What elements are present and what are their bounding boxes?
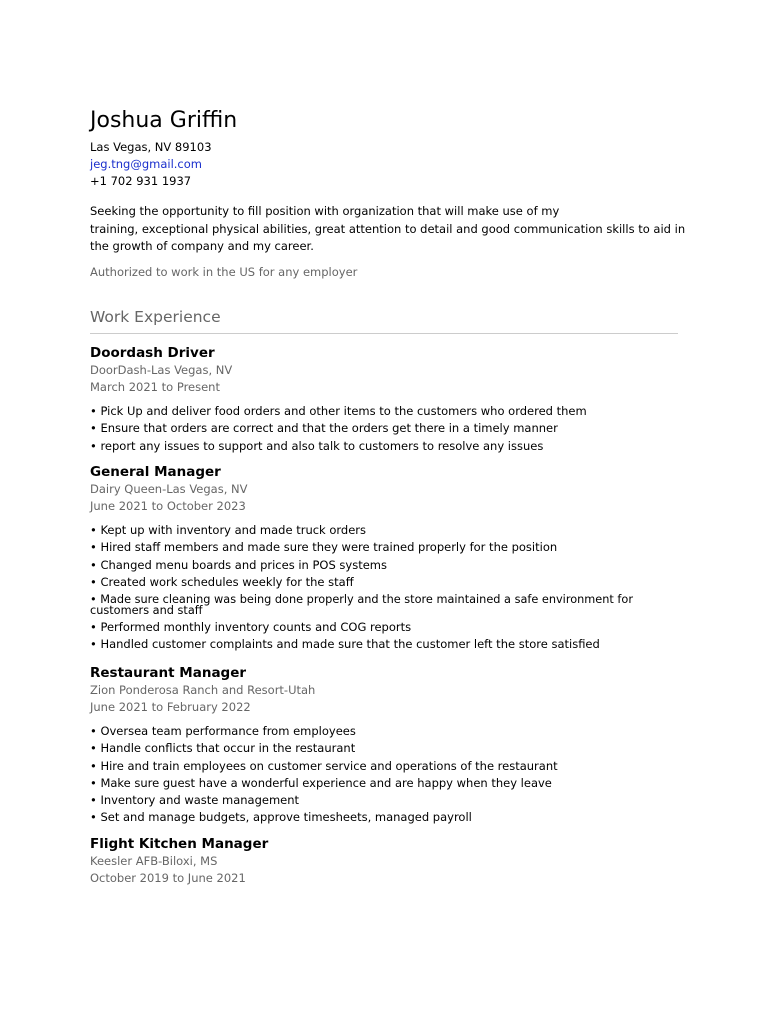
duty-item: • Handled customer complaints and made sure that the customer left the store satisfied [90,637,600,652]
duty-item: • Performed monthly inventory counts and COG reports [90,620,412,635]
duty-item: • Pick Up and deliver food orders and other items to the customers who ordered them [90,404,587,418]
duty-item: • Changed menu boards and prices in POS systems [90,557,387,572]
summary-paragraph [90,203,686,256]
job-company: Keesler AFB-Biloxi, MS [90,854,218,868]
duty-item: • Made sure cleaning was being done properly and the store maintained a safe environment for customers and staff [90,593,633,618]
duty-item: • Inventory and waste management [90,793,300,808]
job-dates: March 2021 to Present [90,380,220,394]
duty-item: • Created work schedules weekly for the staff [90,574,354,589]
duty-item: • Handle conflicts that occur in the restaurant [90,741,356,756]
email-link[interactable]: jeg.tng@gmail.com [90,157,202,171]
job-entry [90,835,690,887]
work-authorization: Authorized to work in the US for any employer [90,265,358,279]
job-duties [90,403,690,455]
location-text: Las Vegas, NV 89103 [90,140,212,154]
work-experience-heading: Work Experience [90,308,221,326]
job-title: General Manager [90,464,221,480]
contact-block [90,139,212,190]
duty-item: • Ensure that orders are correct and that the orders get there in a timely manner [90,421,558,436]
job-title: Doordash Driver [90,345,215,361]
duty-item: • Hired staff members and made sure they were trained properly for the position [90,540,558,555]
job-dates: October 2019 to June 2021 [90,871,246,885]
job-title: Flight Kitchen Manager [90,836,269,852]
job-entry [90,664,690,827]
summary-line: training, exceptional physical abilities, great attention to detail and good communication skills to aid in [90,221,686,236]
job-entry [90,463,690,654]
job-company: Dairy Queen-Las Vegas, NV [90,482,248,496]
job-company: DoorDash-Las Vegas, NV [90,363,233,377]
duty-item: • Hire and train employees on customer service and operations of the restaurant [90,758,558,773]
candidate-name: Joshua Griffin [90,108,238,133]
job-duties [90,723,690,827]
duty-item: • Oversea team performance from employees [90,724,356,738]
job-company: Zion Ponderosa Ranch and Resort-Utah [90,683,316,697]
duty-item: • report any issues to support and also talk to customers to resolve any issues [90,438,544,453]
job-dates: June 2021 to February 2022 [90,700,251,714]
job-duties [90,522,690,654]
job-dates: June 2021 to October 2023 [90,499,246,513]
duty-item: • Set and manage budgets, approve timesheets, managed payroll [90,810,472,825]
job-entry [90,344,690,455]
phone-text: +1 702 931 1937 [90,174,192,188]
duty-item: • Make sure guest have a wonderful experience and are happy when they leave [90,775,552,790]
duty-item: • Kept up with inventory and made truck orders [90,523,367,537]
job-title: Restaurant Manager [90,665,247,681]
summary-line: Seeking the opportunity to fill position with organization that will make use of my [90,204,560,218]
section-divider [90,333,678,334]
summary-line: the growth of company and my career. [90,239,314,253]
